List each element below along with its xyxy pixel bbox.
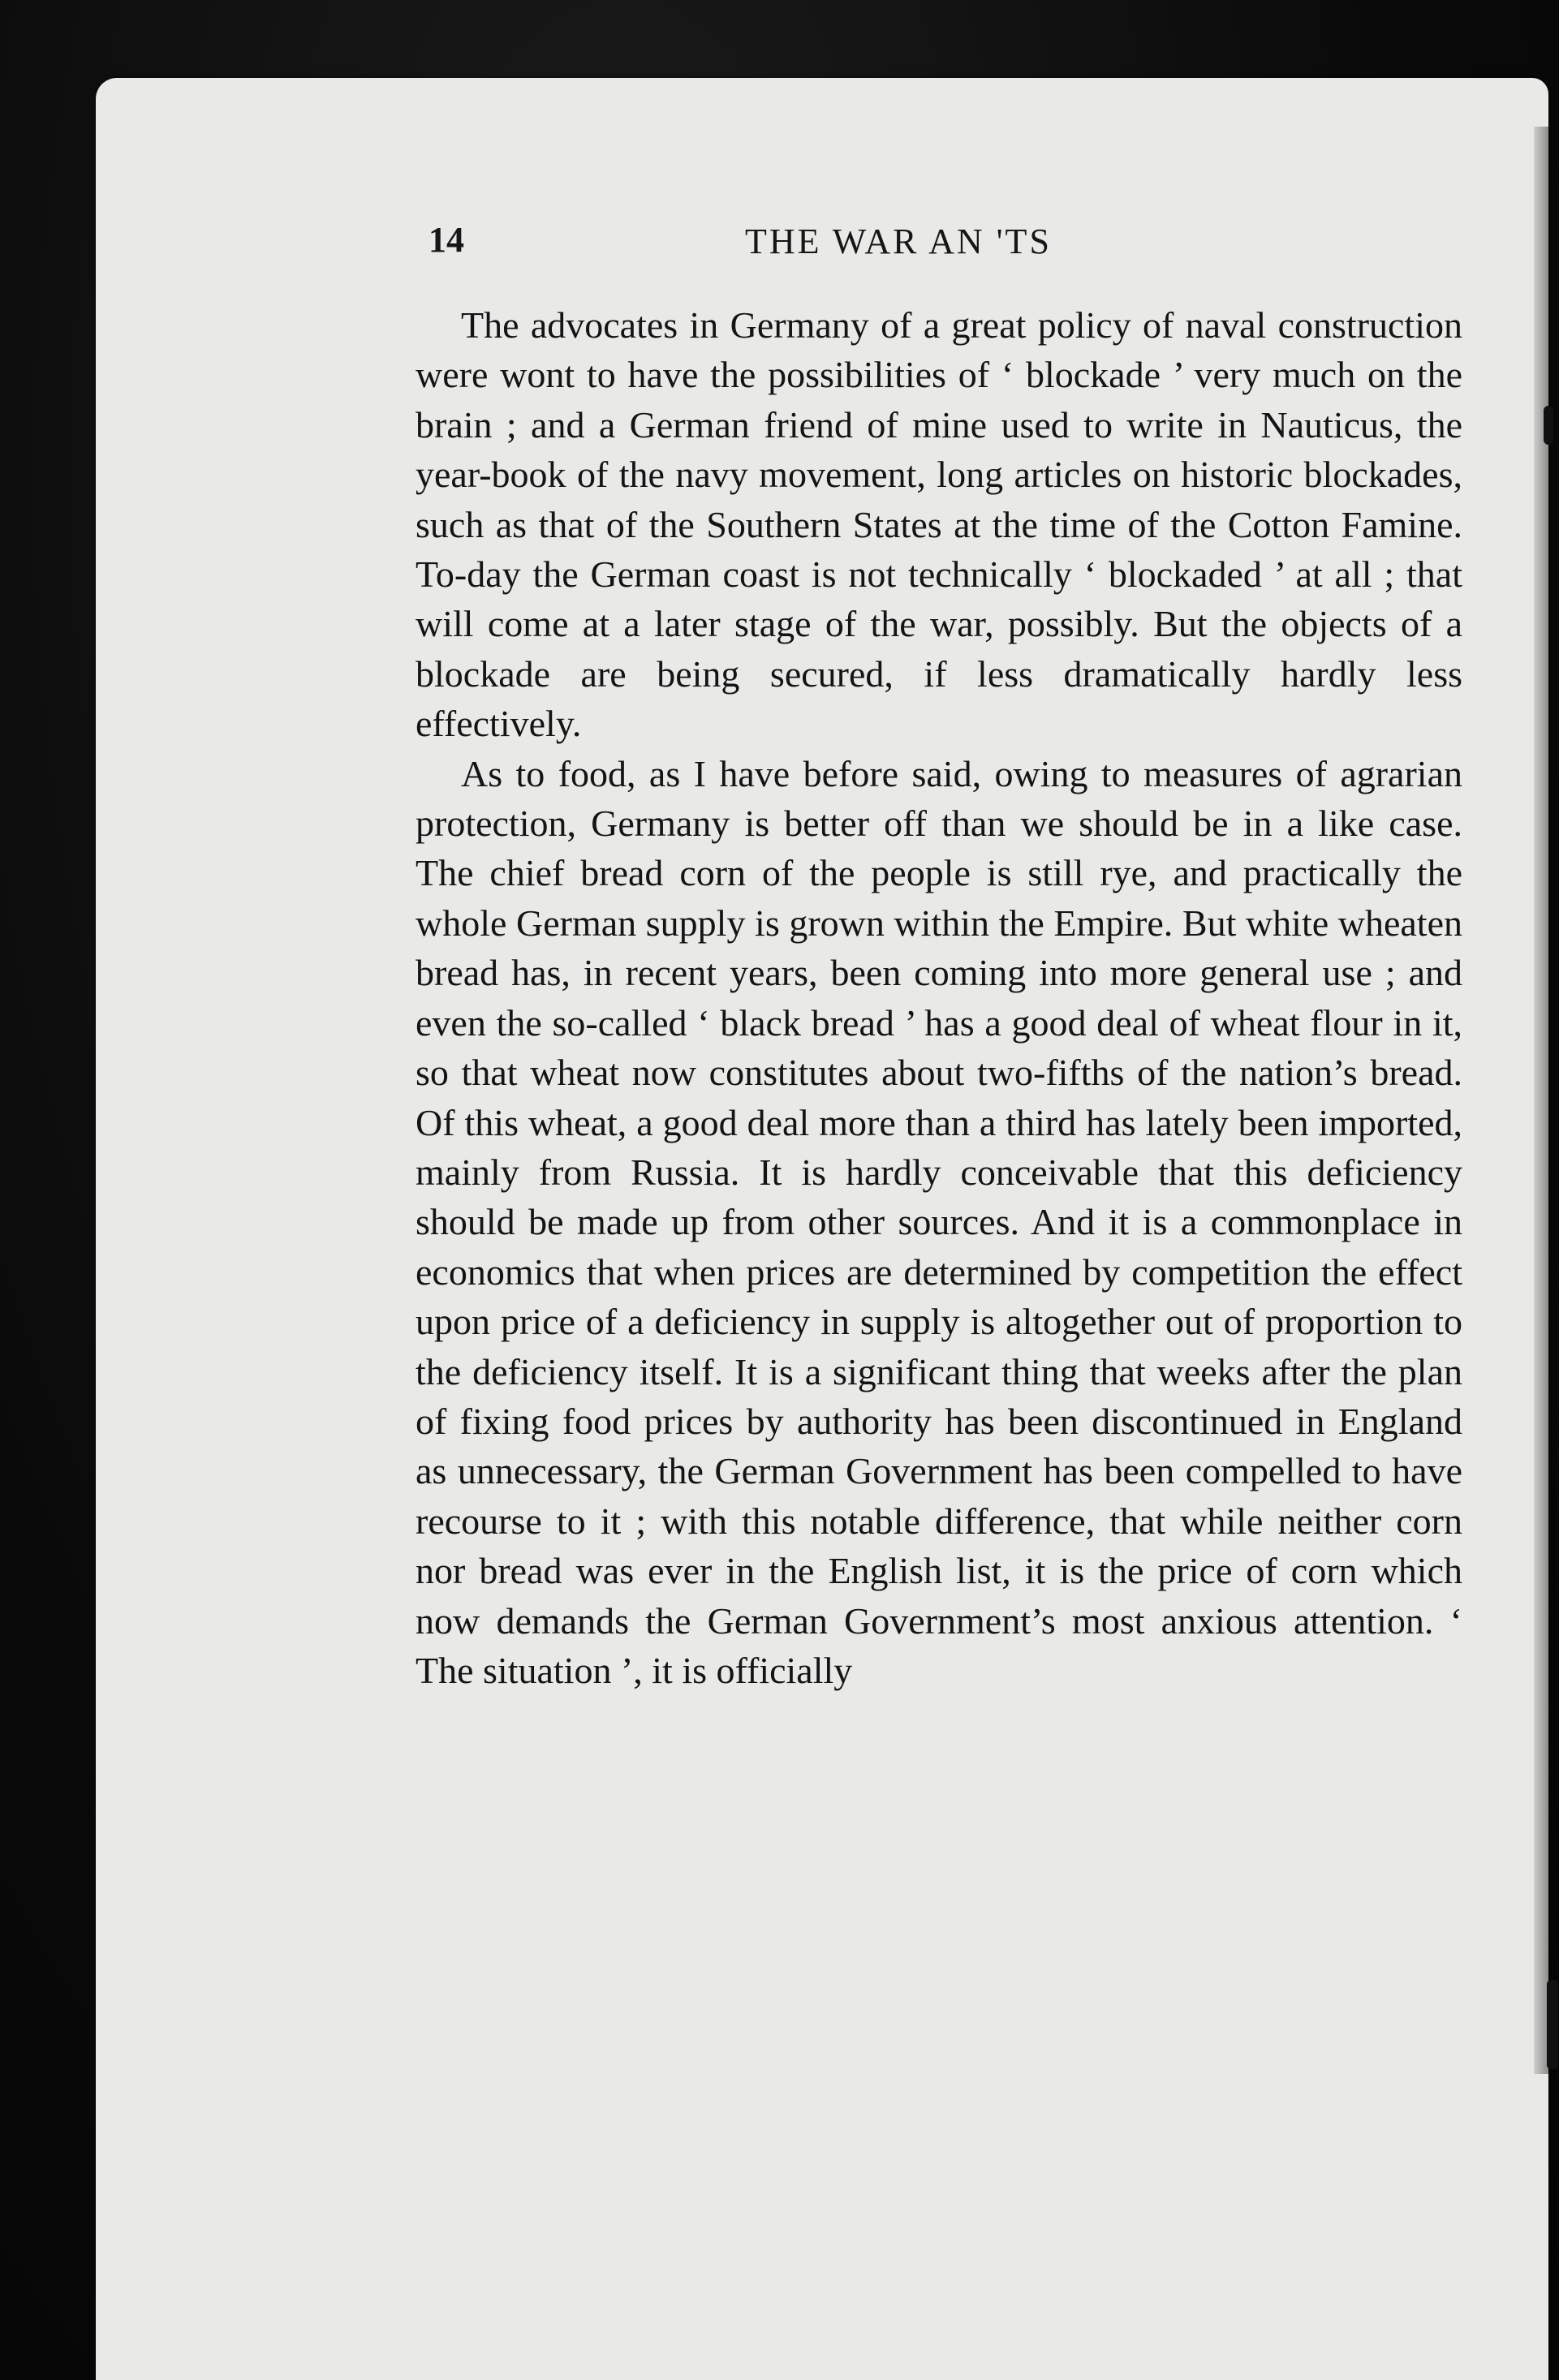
- scan-speck: [1544, 406, 1553, 445]
- paragraph: As to food, as I have before said, owing to measures of agrarian protection, Germany is better off than we should be in a like case. The chief bread corn of the people is still rye, and practically the whole German supply is grown within the Empire. But white wheaten bread has, in recent years, been coming into more general use ; and even the so-called ‘ black bread ’ has a good deal of wheat flour in it, so that wheat now constitutes about two-fifths of the nation’s bread. Of this wheat, a good deal more than a third has lately been imported, mainly from Russia. It is hardly conceivable that this deficiency should be made up from other sources. And it is a commonplace in economics that when prices are determined by competition the effect upon price of a deficiency in supply is altogether out of proportion to the deficiency itself. It is a significant thing that weeks after the plan of fixing food prices by authority has been discontinued in England as unnecessary, the German Government has been compelled to have recourse to it ; with this notable difference, that while neither corn nor bread was ever in the English list, it is the price of corn which now demands the German Government’s most anxious attention. ‘ The situation ’, it is officially: [416, 752, 1462, 1691]
- scan-speck: [1547, 1980, 1558, 2069]
- page-header: [429, 219, 1484, 276]
- running-head: THE WAR AN 'TS: [745, 222, 1052, 261]
- body-text: [416, 300, 1462, 1695]
- paragraph: The advocates in Germany of a great policy of naval construction were wont to have the possibilities of ‘ blockade ’ very much on the brain ; and a German friend of mine used to write in Nauticus, the year-book of the navy movement, long articles on historic blockades, such as that of the Southern States at the time of the Cotton Famine. To-day the German coast is not technically ‘ blockaded ’ at all ; that will come at a later stage of the war, possibly. But the objects of a blockade are being secured, if less dramatically hardly less effectively.: [416, 304, 1462, 745]
- page-number: 14: [429, 220, 464, 260]
